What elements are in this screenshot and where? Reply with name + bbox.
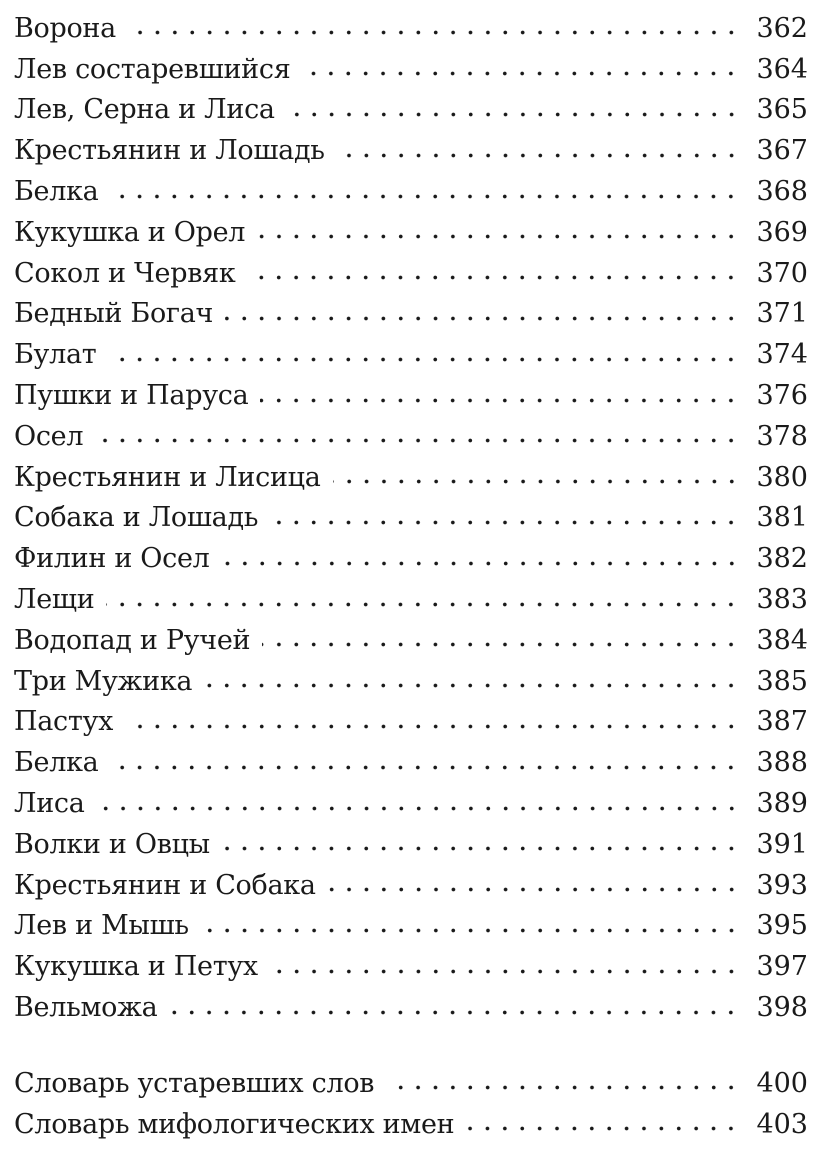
toc-entry-title: Осел [14, 420, 84, 452]
dot-leader [328, 887, 740, 892]
toc-entry [14, 130, 808, 171]
toc-entry [14, 1104, 808, 1145]
toc-entry-title: Белка [14, 176, 99, 208]
toc-entry-title: Сокол и Червяк [14, 257, 236, 289]
toc-entry-title: Лещи [14, 584, 95, 616]
dot-leader [466, 1126, 740, 1131]
dot-leader [110, 194, 740, 199]
dot-leader [97, 806, 740, 811]
toc-entry [14, 620, 808, 661]
toc-entry [14, 783, 808, 824]
toc-entry-title: Филин и Осел [14, 543, 210, 575]
dot-leader [386, 1085, 740, 1090]
toc-entry-title: Лев, Серна и Лиса [14, 94, 275, 126]
toc-entry [14, 90, 808, 131]
dot-leader [169, 1010, 740, 1015]
toc-entry-title: Булат [14, 339, 97, 371]
toc-entry-title: Кукушка и Петух [14, 951, 258, 983]
toc-entry-title: Крестьянин и Лисица [14, 461, 321, 493]
toc-entry-title: Ворона [14, 12, 116, 44]
toc-entry-page-number: 381 [756, 502, 808, 534]
toc-entry-page-number: 364 [756, 53, 808, 85]
toc-entry-title: Лев и Мышь [14, 910, 189, 942]
dot-leader [287, 112, 740, 117]
dot-leader [106, 602, 740, 607]
toc-entry-page-number: 380 [756, 461, 808, 493]
toc-entry [14, 416, 808, 457]
toc-entry-page-number: 388 [756, 747, 808, 779]
toc-entry-page-number: 378 [756, 420, 808, 452]
toc-entry-title: Волки и Овцы [14, 828, 210, 860]
toc-entry [14, 987, 808, 1028]
dot-leader [204, 683, 740, 688]
toc-entry-page-number: 387 [756, 706, 808, 738]
toc-entry-page-number: 391 [756, 828, 808, 860]
toc-entry-page-number: 365 [756, 94, 808, 126]
toc-entry-title: Крестьянин и Лошадь [14, 135, 325, 167]
toc-entry-title: Пастух [14, 706, 114, 738]
toc-entry [14, 661, 808, 702]
toc-entry [14, 253, 808, 294]
toc-entry-page-number: 400 [756, 1067, 808, 1099]
dot-leader [302, 71, 740, 76]
toc-entry [14, 212, 808, 253]
toc-entry [14, 824, 808, 865]
dot-leader [337, 153, 740, 158]
dot-leader [110, 765, 740, 770]
toc-entry-title: Водопад и Ручей [14, 624, 251, 656]
dot-leader [333, 479, 740, 484]
toc-entry-title: Кукушка и Орел [14, 216, 246, 248]
toc-entry-title: Пушки и Паруса [14, 380, 249, 412]
toc-entry-page-number: 382 [756, 543, 808, 575]
toc-entry-page-number: 368 [756, 176, 808, 208]
toc-entry-page-number: 371 [756, 298, 808, 330]
toc-entry-title: Крестьянин и Собака [14, 869, 316, 901]
toc-main-list [14, 8, 808, 1028]
toc-entry-title: Три Мужика [14, 665, 193, 697]
dot-leader [270, 520, 740, 525]
toc-entry-page-number: 362 [756, 12, 808, 44]
toc-entry-title: Собака и Лошадь [14, 502, 259, 534]
toc-entry-title: Лиса [14, 788, 85, 820]
toc-entry-page-number: 397 [756, 951, 808, 983]
dot-leader [95, 438, 740, 443]
toc-entry [14, 579, 808, 620]
toc-entry-page-number: 403 [756, 1108, 808, 1140]
toc-entry-title: Белка [14, 747, 99, 779]
toc-entry [14, 742, 808, 783]
dot-leader [222, 561, 741, 566]
toc-entry-title: Словарь устаревших слов [14, 1067, 375, 1099]
toc-entry-page-number: 374 [756, 339, 808, 371]
toc-entry [14, 498, 808, 539]
toc-entry [14, 946, 808, 987]
toc-entry-title: Лев состаревшийся [14, 53, 291, 85]
toc-entry-page-number: 393 [756, 869, 808, 901]
dot-leader [247, 275, 740, 280]
toc-entry-page-number: 389 [756, 788, 808, 820]
toc-entry-page-number: 384 [756, 624, 808, 656]
toc-entry-page-number: 395 [756, 910, 808, 942]
toc-entry [14, 865, 808, 906]
toc-entry-page-number: 367 [756, 135, 808, 167]
toc-entry [14, 538, 808, 579]
toc-entry [14, 334, 808, 375]
toc-entry-title: Словарь мифологических имен [14, 1108, 455, 1140]
toc-entry [14, 1063, 808, 1104]
dot-leader [270, 969, 740, 974]
dot-leader [262, 642, 740, 647]
toc-entry [14, 906, 808, 947]
toc-entry-title: Вельможа [14, 992, 158, 1024]
toc-entry-page-number: 398 [756, 992, 808, 1024]
dot-leader [222, 846, 740, 851]
dot-leader [201, 928, 740, 933]
dot-leader [108, 357, 740, 362]
toc-entry-page-number: 370 [756, 257, 808, 289]
toc-entry-page-number: 385 [756, 665, 808, 697]
toc-entry [14, 49, 808, 90]
toc-entry [14, 457, 808, 498]
toc-appendix-list [14, 1063, 808, 1145]
dot-leader [260, 398, 740, 403]
toc-entry [14, 375, 808, 416]
toc-entry-page-number: 383 [756, 584, 808, 616]
dot-leader [225, 316, 740, 321]
toc-entry-page-number: 369 [756, 216, 808, 248]
toc-entry-title: Бедный Богач [14, 298, 214, 330]
dot-leader [125, 724, 740, 729]
dot-leader [257, 234, 740, 239]
toc-entry-page-number: 376 [756, 380, 808, 412]
toc-entry [14, 8, 808, 49]
toc-entry [14, 702, 808, 743]
toc-entry [14, 294, 808, 335]
dot-leader [128, 30, 740, 35]
toc-entry [14, 171, 808, 212]
